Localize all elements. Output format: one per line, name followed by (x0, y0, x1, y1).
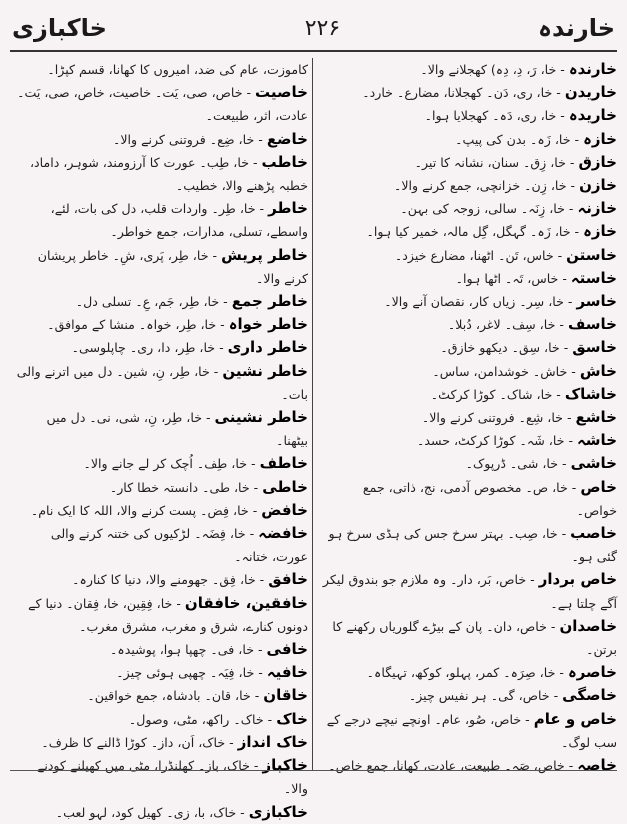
entry-headword: خاصب (570, 524, 617, 543)
entry-definition: - خاک۔ راکھ، مٹی، وصول۔ (128, 711, 273, 727)
entry-definition: - خا، زَہ۔ گہگل، گِل مالہ، خمیر کیا ہوا۔ (366, 224, 580, 240)
entry-headword: خاصدان (559, 616, 617, 635)
dictionary-entry (12, 499, 308, 522)
entry-definition: - خا، صِرَہ۔ کمر، پہلو، کوکھ، تہیگاہ۔ (366, 665, 564, 681)
entry-headword: خاطر جمع (231, 292, 308, 311)
entry-headword: خاطر نشین (222, 361, 308, 380)
entry-definition: - خاس، تَہ۔ اٹھا ہوا۔ (455, 270, 567, 286)
entry-headword: خافی (266, 640, 308, 659)
entry-headword: خاطر پریش (221, 245, 308, 264)
entry-headword: خاصرہ (567, 663, 617, 682)
entry-headword: خاطر داری (227, 338, 308, 357)
entry-headword: خاطب (261, 152, 308, 171)
entry-definition: - خا، طِر، نِ، شی، نی۔ دل میں بیٹھنا۔ (46, 410, 308, 449)
entry-headword: خاطف (259, 454, 308, 473)
dictionary-entry (321, 406, 617, 429)
entry-headword: خافض (261, 500, 308, 519)
entry-definition: - خاص، صَہ۔ طبیعت، عادت، کھانا، جمع خاص۔ (328, 758, 574, 774)
entry-definition: - خا، زَہ۔ بدن کی پیپ۔ (455, 131, 580, 147)
entry-definition: - خا، ص۔ مخصوص آدمی، نج، ذاتی، جمع خواص۔ (362, 479, 617, 518)
entry-definition: - خاص، گی۔ ہر نفیس چیز۔ (408, 688, 559, 704)
entry-definition: - خا، ری، دَہ۔ کھجلایا ہوا۔ (424, 108, 565, 124)
entry-definition: - خا، طِر، دا، ری۔ چاپلوسی۔ (71, 340, 224, 356)
dictionary-entry (321, 220, 617, 243)
right-column (321, 58, 617, 777)
entry-definition: - خا، سِر۔ زیاں کار، نقصان آنے والا۔ (384, 294, 573, 310)
dictionary-entry (12, 568, 308, 591)
entry-definition: - خاص، صی، یَت۔ خاصیت، خاص، صی، یَت۔ (17, 85, 252, 101)
dictionary-entry (321, 58, 617, 81)
dictionary-entry (321, 197, 617, 220)
entry-headword: خازہ (583, 129, 617, 148)
entry-definition: - خاش۔ خوشدامن، ساس۔ (432, 363, 576, 379)
dictionary-entry (12, 104, 308, 127)
entry-definition: - خا، فِض۔ پست کرنے والا، اللہ کا ایک نام۔ (30, 502, 258, 518)
entry-headword: خاش (579, 361, 617, 380)
dictionary-entry (321, 313, 617, 336)
entry-headword: خاشہ (577, 431, 617, 450)
entry-headword: خاریدہ (568, 106, 617, 125)
left-column (12, 58, 308, 824)
entry-definition: - خاک، اَن، داز۔ کوڑا ڈالنے کا ظرف۔ (41, 734, 234, 750)
dictionary-entry (321, 267, 617, 290)
entry-headword: خاسق (572, 338, 617, 357)
dictionary-entry (321, 336, 617, 359)
dictionary-entry (12, 128, 308, 151)
entry-headword: خاطر نشینی (214, 408, 308, 427)
entry-definition: - خا، سِق۔ دیکھو خازق۔ (440, 340, 569, 356)
dictionary-entry (12, 244, 308, 290)
dictionary-entry (12, 151, 308, 197)
entry-headword: خازنہ (577, 199, 617, 218)
dictionary-entry (321, 383, 617, 406)
entry-headword: خاطر (268, 199, 308, 218)
entry-definition: - خا، شَہ۔ کوڑا کرکٹ، حسد۔ (416, 433, 573, 449)
page-number: ۲۲۶ (304, 15, 341, 41)
entry-definition: - خا، طی۔ دانستہ خطا کار۔ (109, 479, 259, 495)
entry-definition: - خاک، با، زی۔ کھیل کود، لہو لعب۔ (55, 804, 245, 820)
dictionary-entry (12, 58, 308, 81)
entry-definition: - خا، صِب۔ بہتر سرخ جس کی ہڈی سرخ ہو گئی ہو۔ (328, 526, 617, 565)
entry-definition: - خاس، تَن۔ اٹھنا، مضارع خیزد۔ (394, 247, 563, 263)
entry-headword: خاصہ (577, 756, 617, 775)
entry-definition: - خا، ری، دَن۔ کھجلانا، مضارع۔ خارد۔ (362, 85, 561, 101)
footer-rule (10, 770, 617, 771)
entry-definition: - خا، زِنَہ۔ سالی، زوجہ کی بہن۔ (400, 201, 574, 217)
column-divider (312, 58, 313, 770)
dictionary-entry (321, 244, 617, 267)
entry-headword: خاص (580, 477, 617, 496)
dictionary-entry (12, 290, 308, 313)
dictionary-entry (12, 661, 308, 684)
entry-headword: خاصیت (255, 83, 308, 102)
entry-headword: خاستن (566, 245, 617, 264)
entry-definition: - خا، زِن۔ خزانچی، جمع کرنے والا۔ (393, 178, 576, 194)
dictionary-entry (321, 661, 617, 684)
entry-definition: - خا، فِیَہ۔ چھپی ہوئی چیز۔ (116, 665, 263, 681)
dictionary-entry (321, 81, 617, 104)
dictionary-entry (12, 197, 308, 243)
entry-headword: خاکباز (262, 756, 308, 775)
header-left-guide-word: خاکبازی (12, 14, 107, 42)
dictionary-entry (321, 174, 617, 197)
entry-definition: - خا، طِر، پَری، شِ۔ خاطر پریشان کرنے والا۔ (37, 247, 308, 286)
entry-headword: خاشی (570, 454, 617, 473)
entry-definition: - خا، ضِع۔ فروتنی کرنے والا۔ (112, 131, 263, 147)
entry-definition: - خاص، بَر، دار۔ وہ ملازم جو بندوق لیکر آگے چلتا ہے۔ (322, 572, 617, 611)
dictionary-entry (321, 429, 617, 452)
dictionary-entry (321, 684, 617, 707)
dictionary-entry (12, 522, 308, 568)
entry-definition: - خاص، صُو، عام۔ اونچے نیچے درجے کے سب لوگ۔ (326, 711, 617, 750)
entry-definition: - خاص، دان۔ پان کے بیڑے گلوریاں رکھنے کا برتن۔ (332, 618, 617, 658)
entry-headword: خاص و عام (533, 709, 617, 728)
dictionary-entry (321, 290, 617, 313)
dictionary-entry (321, 452, 617, 475)
entry-definition: - خاک، باز۔ کھلنڈرا، مٹی میں کھیلنے کودنے والا۔ (36, 758, 308, 797)
entry-definition: - خا، رَ، دِ، دِہ) کھجلانے والا۔ (420, 62, 565, 77)
entry-definition: - خا، فی۔ چھپا ہوا، پوشیدہ۔ (109, 642, 263, 658)
entry-headword: خافقین، خافقان (184, 593, 308, 612)
page-header (12, 8, 615, 48)
entry-definition: - خا، فِضَہ۔ لڑکیوں کی ختنہ کرنے والی عورت، ختانہ۔ (50, 526, 308, 565)
dictionary-entry (12, 731, 308, 754)
dictionary-entry (12, 360, 308, 406)
entry-headword: خاسر (576, 292, 617, 311)
dictionary-entry (321, 104, 617, 127)
entry-definition: - خا، فِق۔ جھومنے والا، دنیا کا کنارہ۔ (72, 572, 265, 588)
entry-definition: - خا، طِب۔ عورت کا آرزومند، شوہر، داماد، خطبہ پڑھنے والا، خطیب۔ (29, 154, 308, 194)
dictionary-entry (12, 638, 308, 661)
entry-definition: - خا، زِق۔ سنان، نشانہ کا تیر۔ (414, 154, 575, 170)
entry-definition: - خا، شِع۔ فروتنی کرنے والا۔ (421, 410, 572, 426)
header-rule (10, 50, 617, 52)
dictionary-entry (321, 522, 617, 568)
dictionary-entry (12, 452, 308, 475)
dictionary-entry (12, 476, 308, 499)
dictionary-entry (12, 684, 308, 707)
entry-definition: - خا، طِر، خواہ۔ منشا کے موافق۔ (47, 317, 225, 333)
entry-headword: خارندہ (568, 60, 617, 78)
entry-headword: خاص بردار (538, 570, 617, 589)
dictionary-entry (12, 708, 308, 731)
entry-headword: خاستہ (570, 268, 617, 287)
entry-headword: خاطر خواہ (228, 315, 308, 334)
entry-headword: خاک انداز (237, 732, 308, 751)
dictionary-entry (12, 592, 308, 638)
dictionary-entry (12, 754, 308, 800)
entry-definition: کاموزت، عام کی ضد، امیروں کا کھانا، قسم کپڑا۔ (47, 62, 308, 77)
entry-definition: - خا، طِر، نِ، شین۔ دل میں اترنے والی بات۔ (16, 363, 308, 402)
dictionary-entry (12, 336, 308, 359)
entry-headword: خاضع (266, 129, 308, 148)
entry-headword: خافضہ (258, 524, 308, 543)
entry-definition: - خا، سِف۔ لاغر، دُبلا۔ (447, 317, 564, 333)
entry-definition: - خا، فِقِین، خا، فِقان۔ دنیا کے دونوں کنارے، شرق و مغرب، مشرق مغرب۔ (28, 595, 308, 634)
entry-headword: خاک (276, 709, 308, 728)
entry-definition: - خا، طِف۔ اُچک کر لے جانے والا۔ (83, 456, 256, 472)
entry-headword: خافق (268, 570, 308, 589)
entry-definition: - خا، شی۔ ڈرپوک۔ (465, 456, 567, 472)
entry-definition: - خا، شاک۔ کوڑا کرکٹ۔ (430, 386, 561, 402)
entry-headword: خازہ (583, 222, 617, 241)
dictionary-entry (12, 406, 308, 452)
dictionary-entry (321, 568, 617, 614)
dictionary-entry (321, 476, 617, 522)
dictionary-entry (321, 360, 617, 383)
dictionary-entry (12, 81, 308, 104)
entry-headword: خاسف (567, 315, 617, 334)
header-right-guide-word: خارندہ (537, 14, 615, 42)
entry-headword: خاکبازی (248, 802, 308, 821)
entry-headword: خاشع (575, 408, 617, 427)
dictionary-entry (321, 754, 617, 777)
entry-headword: خاریدن (564, 83, 617, 102)
entry-headword: خافیہ (266, 663, 308, 682)
dictionary-entry (321, 615, 617, 661)
entry-definition: عادت، اثر، طبیعت۔ (205, 108, 308, 124)
dictionary-entry (321, 151, 617, 174)
entry-definition: - خا، قان۔ بادشاہ، جمع خواقین۔ (87, 688, 260, 704)
entry-headword: خاشاک (564, 384, 617, 403)
dictionary-entry (321, 128, 617, 151)
entry-headword: خازن (579, 176, 617, 195)
entry-definition: - خا، طِر، جَم، عِ۔ تسلی دل۔ (75, 294, 228, 310)
dictionary-entry (321, 708, 617, 754)
entry-headword: خاطی (262, 477, 308, 496)
entry-headword: خاصگی (562, 686, 617, 705)
dictionary-entry (12, 801, 308, 824)
entry-headword: خاقان (263, 686, 308, 705)
entry-headword: خازق (578, 152, 617, 171)
entry-definition: - خا، طِر۔ واردات قلب، دل کی بات، لئے، واسطے، تسلی، مدارات، جمع خواطر۔ (50, 201, 308, 240)
dictionary-entry (12, 313, 308, 336)
